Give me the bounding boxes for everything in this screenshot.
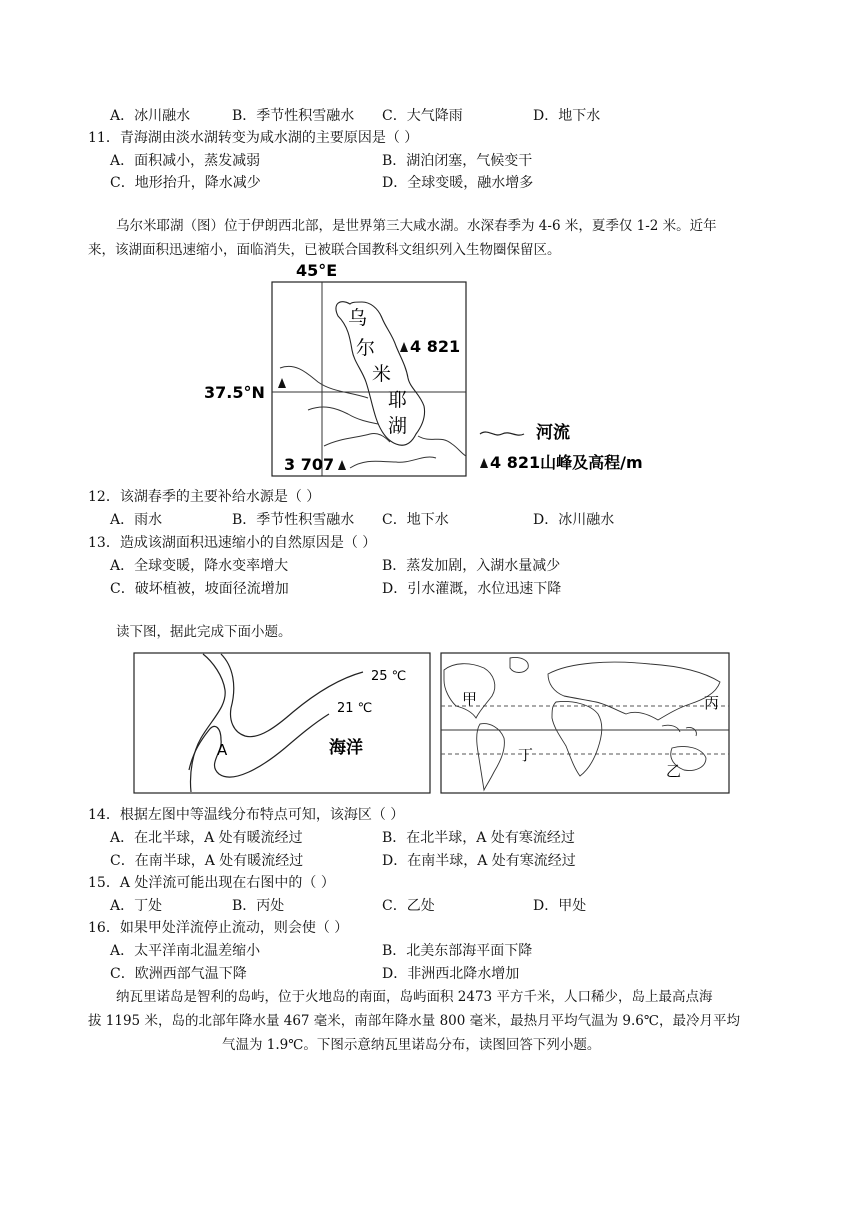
q10-option-a: A．冰川融水: [110, 108, 191, 124]
q14-option-c: C．在南半球，A 处有暖流经过: [110, 853, 304, 869]
q15-option-a: A．丁处: [110, 898, 163, 914]
lake-char-2: 尔: [356, 337, 376, 359]
q13-option-c: C．破坏植被，坡面径流增加: [110, 581, 289, 597]
navarino-line3: 气温为 1.9℃。下图示意纳瓦里诺岛分布，读图回答下列小题。: [222, 1037, 601, 1053]
peak-triangle-icon: [278, 378, 286, 388]
q11-option-c: C．地形抬升，降水减少: [110, 175, 261, 191]
q12-option-b: B．季节性积雪融水: [232, 512, 355, 528]
q11-stem: 11．青海湖由淡水湖转变为咸水湖的主要原因是（ ）: [88, 130, 419, 146]
q10-option-b: B．季节性积雪融水: [232, 108, 355, 124]
legend-river-label: 河流: [536, 423, 570, 443]
river-south-1: [324, 433, 390, 446]
peak-1-elevation: 4 821: [410, 337, 461, 356]
q15-option-c: C．乙处: [382, 898, 435, 914]
navarino-line2: 拔 1195 米，岛的北部年降水量 467 毫米，南部年降水量 800 毫米，最热月平均气温为 9.6℃，最冷月平均: [88, 1013, 741, 1029]
q16-option-c: C．欧洲西部气温下降: [110, 966, 247, 982]
urmia-map: [200, 258, 680, 480]
ocean-label: 海洋: [329, 738, 363, 758]
q16-stem: 16．如果甲处洋流停止流动，则会使（ ）: [88, 920, 349, 936]
q10-option-d: D．地下水: [533, 108, 601, 124]
q12-option-a: A．雨水: [110, 512, 163, 528]
q13-option-a: A．全球变暖，降水变率增大: [110, 558, 289, 574]
legend-peak-icon: [480, 458, 488, 468]
q12-option-d: D．冰川融水: [533, 512, 615, 528]
label-jia: 甲: [462, 690, 478, 708]
label-ding: 丁: [518, 746, 534, 764]
q14-option-a: A．在北半球，A 处有暖流经过: [110, 830, 303, 846]
lake-char-3: 米: [372, 363, 392, 385]
river-west-2: [308, 407, 378, 424]
river-south-2: [350, 457, 436, 468]
navarino-line1: 纳瓦里诺岛是智利的岛屿，位于火地岛的南面，岛屿面积 2473 平方千米，人口稀少，岛上最高点海: [116, 989, 713, 1005]
peak-2-elevation: 3 707: [284, 455, 335, 474]
river-west-1: [280, 366, 368, 398]
q14-stem: 14．根据左图中等温线分布特点可知，该海区（ ）: [88, 807, 405, 823]
label-bing: 丙: [704, 694, 720, 712]
q16-option-d: D．非洲西北降水增加: [382, 966, 520, 982]
urmia-intro-line1: 乌尔米耶湖（图）位于伊朗西北部，是世界第三大咸水湖。水深春季为 4-6 米，夏季仅 1-2 米。近年: [116, 218, 717, 234]
peak-triangle-icon: [338, 460, 346, 470]
read-intro: 读下图，据此完成下面小题。: [116, 624, 292, 640]
q14-option-d: D．在南半球，A 处有寒流经过: [382, 853, 576, 869]
river-east: [418, 436, 466, 456]
q15-option-d: D．甲处: [533, 898, 587, 914]
q10-option-c: C．大气降雨: [382, 108, 463, 124]
q12-option-c: C．地下水: [382, 512, 449, 528]
q12-stem: 12．该湖春季的主要补给水源是（ ）: [88, 489, 321, 505]
q11-option-a: A．面积减小，蒸发减弱: [110, 153, 261, 169]
label-yi: 乙: [666, 762, 682, 780]
lon-label: 45°E: [296, 261, 338, 280]
q11-option-b: B．湖泊闭塞，气候变干: [382, 153, 533, 169]
q15-stem: 15．A 处洋流可能出现在右图中的（ ）: [88, 875, 335, 891]
lake-char-4: 耶: [388, 389, 408, 411]
peak-triangle-icon: [400, 342, 408, 352]
legend-peak-label: 4 821山峰及高程/m: [490, 453, 643, 472]
legend-river-icon: [480, 432, 524, 435]
urmia-intro-line2: 来，该湖面积迅速缩小，面临消失，已被联合国教科文组织列入生物圈保留区。: [88, 242, 561, 258]
lake-char-1: 乌: [348, 307, 368, 329]
lat-label: 37.5°N: [204, 383, 265, 402]
q16-option-b: B．北美东部海平面下降: [382, 943, 533, 959]
q15-option-b: B．丙处: [232, 898, 285, 914]
lake-char-5: 湖: [388, 415, 408, 437]
map-frame: [272, 282, 466, 476]
q16-option-a: A．太平洋南北温差缩小: [110, 943, 261, 959]
q13-option-d: D．引水灌溉，水位迅速下降: [382, 581, 562, 597]
label-a: A: [217, 741, 228, 759]
isotherm-21-label: 21 ℃: [337, 701, 373, 716]
isotherm-map: [133, 652, 431, 794]
q13-stem: 13．造成该湖面积迅速缩小的自然原因是（ ）: [88, 535, 377, 551]
isotherm-25-label: 25 ℃: [371, 669, 407, 684]
q11-option-d: D．全球变暖，融水增多: [382, 175, 534, 191]
q14-option-b: B．在北半球，A 处有寒流经过: [382, 830, 575, 846]
world-map: [440, 652, 730, 794]
q13-option-b: B．蒸发加剧，入湖水量减少: [382, 558, 561, 574]
